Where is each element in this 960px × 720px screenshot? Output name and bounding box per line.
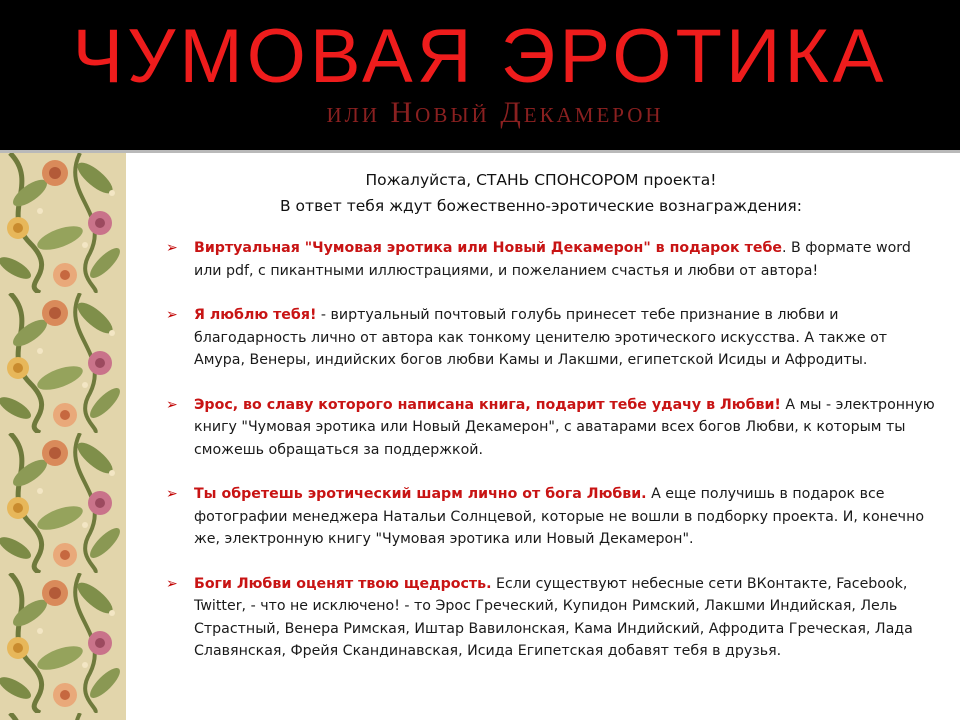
arrow-bullet-icon: ➢	[166, 307, 178, 323]
intro-text	[126, 167, 956, 219]
content-area	[126, 153, 960, 720]
page-title: ЧУМОВАЯ ЭРОТИКА	[72, 14, 888, 99]
arrow-bullet-icon: ➢	[166, 486, 178, 502]
reward-highlight: Эрос, во славу которого написана книга, подарит тебе удачу в Любви!	[194, 396, 781, 413]
arrow-bullet-icon: ➢	[166, 575, 178, 592]
arrow-bullet-icon: ➢	[166, 396, 178, 413]
page-subtitle: или Новый Декамерон	[326, 96, 664, 129]
reward-text: . В формате word или pdf, с пикантными иллюстрациями, и пожеланием счастья и любви от автора!	[194, 240, 911, 279]
floral-pattern-border	[0, 153, 126, 720]
reward-text: А еще получишь в подарок все фотографии менеджера Натальи Солнцевой, которые не вошли в подборку проекта. И, конечно же, электронную книгу "Чумовая эротика или Новый Декамерон".	[194, 486, 925, 547]
reward-item	[166, 573, 936, 663]
header-banner	[0, 0, 960, 150]
floral-pattern-image	[0, 153, 126, 720]
intro-line-rewards: В ответ тебя ждут божественно-эротические вознаграждения:	[280, 197, 802, 215]
intro-line-sponsor: Пожалуйста, СТАНЬ СПОНСОРОМ проекта!	[365, 171, 717, 189]
reward-item	[166, 304, 936, 372]
reward-text: Если существуют небесные сети ВКонтакте, Facebook, Twitter, - что не исключено! - то Эрос Греческий, Купидон Римский, Лакшми Индийская, Лель Страстный, Венера Римская, Иштар Вавилонская, Кама Индийский, Афродита Греческая, Лада Славянская, Фрейя Скандинавская, Исида Египетская добавят тебя в друзья.	[194, 575, 913, 659]
reward-highlight: Виртуальная "Чумовая эротика или Новый Декамерон" в подарок тебе	[194, 240, 782, 256]
reward-item	[166, 483, 936, 551]
reward-highlight: Боги Любви оценят твою щедрость.	[194, 575, 492, 592]
reward-highlight: Ты обретешь эротический шарм лично от бога Любви.	[194, 486, 647, 502]
rewards-list	[166, 237, 936, 685]
reward-highlight: Я люблю тебя!	[194, 307, 317, 323]
reward-item	[166, 394, 936, 462]
reward-text: А мы - электронную книгу "Чумовая эротика или Новый Декамерон", с аватарами всех богов Любви, к которым ты сможешь обращаться за поддержкой.	[194, 396, 935, 458]
reward-item	[166, 237, 936, 282]
reward-text: - виртуальный почтовый голубь принесет тебе признание в любви и благодарность лично от автора как тонкому ценителю эротического искусства. А также от Амура, Венеры, индийских богов любви Камы и Лакшми, египетской Исиды и Афродиты.	[194, 307, 888, 368]
arrow-bullet-icon: ➢	[166, 240, 178, 256]
